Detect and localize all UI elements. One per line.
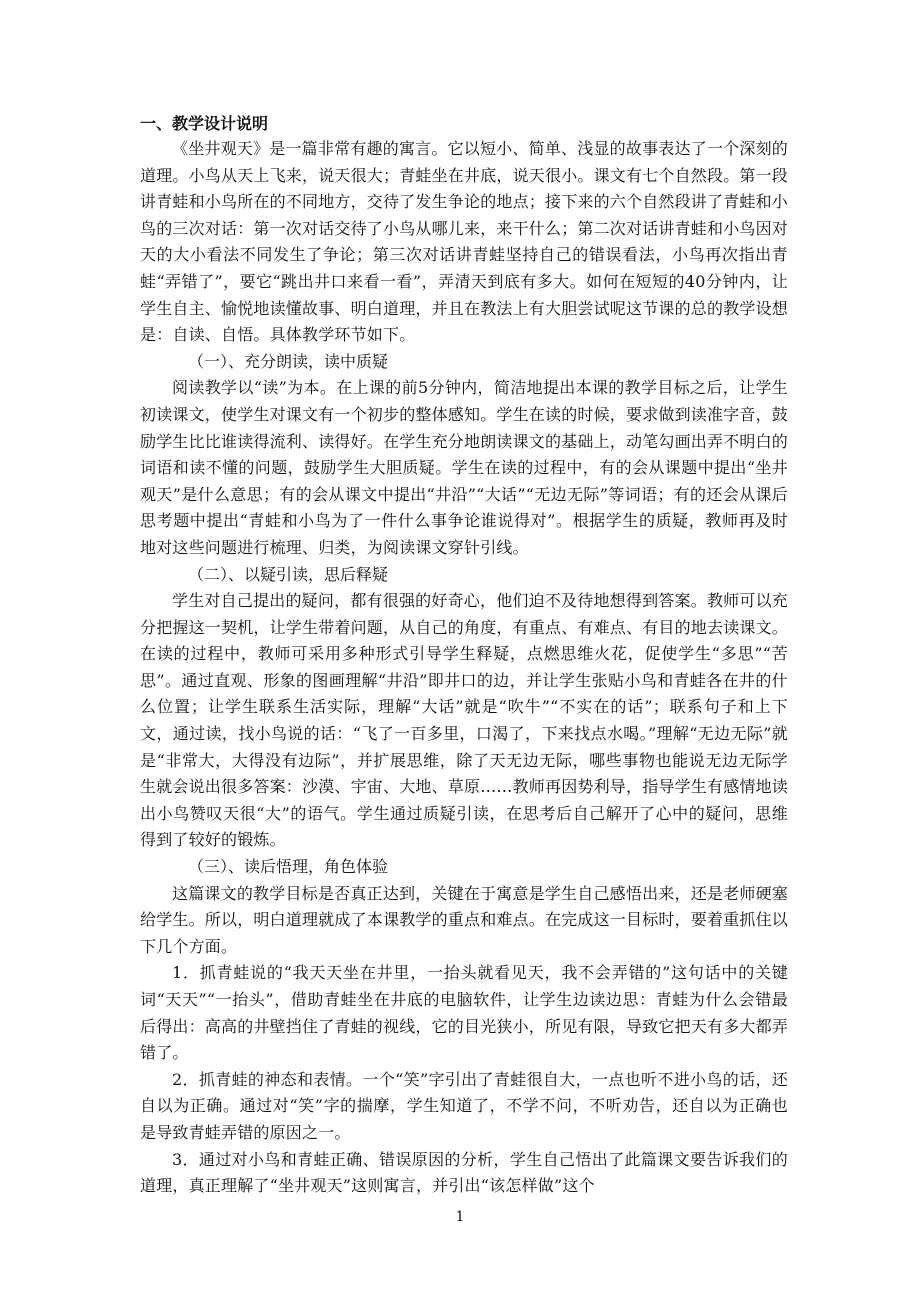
subsection-title-1: （一）、充分朗读，读中质疑 bbox=[188, 351, 389, 371]
subsection-title-2: （二）、以疑引读，思后释疑 bbox=[188, 564, 389, 584]
list-item-3: 3．通过对小鸟和青蛙正确、错误原因的分析，学生自己悟出了此篇课文要告诉我们的道理，真正理解了“坐井观天”这则寓言，并引出“该怎样做”这个 bbox=[140, 1149, 788, 1196]
page-number: 1 bbox=[455, 1209, 465, 1225]
paragraph-questioning: 学生对自己提出的疑问，都有很强的好奇心，他们迫不及待地想得到答案。教师可以充分把握这一契机，让学生带着问题，从自己的角度，有重点、有难点、有目的地去读课文。在读的过程中，教师可采用多种形式引导学生释疑，点燃思维火花，促使学生“多思”“苦思”。通过直观、形象的图画理解“井沿”即井口的边，并让学生张贴小鸟和青蛙各在井的什么位置；让学生联系生活实际，理解“大话”就是“吹牛”“不实在的话”；联系句子和上下文，通过读，找小鸟说的话：“飞了一百多里，口渴了，下来找点水喝。”理解“无边无际”就是“非常大，大得没有边际”，并扩展思维，除了天无边无际，哪些事物也能说无边无际学生就会说出很多答案：沙漠、宇宙、大地、草原……教师再因势利导，指导学生有感情地读出小鸟赞叹天很“大”的语气。学生通过质疑引读，在思考后自己解开了心中的疑问，思维得到了较好的锻炼。 bbox=[140, 591, 789, 850]
list-item-1: 1．抓青蛙说的“我天天坐在井里，一抬头就看见天，我不会弄错的”这句话中的关键词“天天”“一抬头”，借助青蛙坐在井底的电脑软件，让学生边读边思：青蛙为什么会错最后得出：高高的井壁挡住了青蛙的视线，它的目光狭小，所见有限，导致它把天有多大都弄错了。 bbox=[140, 963, 789, 1063]
subsection-title-3: （三）、读后悟理，角色体验 bbox=[188, 857, 389, 877]
document-body bbox=[140, 112, 788, 1200]
list-item-2: 2．抓青蛙的神态和表情。一个“笑”字引出了青蛙很自大，一点也听不进小鸟的话，还自以为正确。通过对“笑”字的揣摩，学生知道了，不学不问，不听劝告，还自以为正确也是导致青蛙弄错的原因之一。 bbox=[140, 1069, 788, 1142]
section-heading: 一、教学设计说明 bbox=[140, 114, 269, 133]
intro-paragraph: 《坐井观天》是一篇非常有趣的寓言。它以短小、简单、浅显的故事表达了一个深刻的道理。小鸟从天上飞来，说天很大；青蛙坐在井底，说天很小。课文有七个自然段。第一段讲青蛙和小鸟所在的不同地方，交待了发生争论的地点；接下来的六个自然段讲了青蛙和小鸟的三次对话：第一次对话交待了小鸟从哪儿来，来干什么；第二次对话讲青蛙和小鸟因对天的大小看法不同发生了争论；第三次对话讲青蛙坚持自己的错误看法，小鸟再次指出青蛙“弄错了”，要它“跳出井口来看一看”，弄清天到底有多大。如何在短短的40分钟内，让学生自主、愉悦地读懂故事、明白道理，并且在教法上有大胆尝试呢这节课的总的教学设想是：自读、自悟。具体教学环节如下。 bbox=[140, 139, 789, 345]
paragraph-goals: 这篇课文的教学目标是否真正达到，关键在于寓意是学生自己感悟出来，还是老师硬塞给学生。所以，明白道理就成了本课教学的重点和难点。在完成这一目标时，要着重抓住以下几个方面。 bbox=[140, 883, 789, 956]
paragraph-reading: 阅读教学以“读”为本。在上课的前5分钟内，简洁地提出本课的教学目标之后，让学生初读课文，使学生对课文有一个初步的整体感知。学生在读的时候，要求做到读准字音，鼓励学生比比谁读得流利、读得好。在学生充分地朗读课文的基础上，动笔勾画出弄不明白的词语和读不懂的问题，鼓励学生大胆质疑。学生在读的过程中，有的会从课题中提出“坐井观天”是什么意思；有的会从课文中提出“井沿”“大话”“无边无际”等词语；有的还会从课后思考题中提出“青蛙和小鸟为了一件什么事争论谁说得对”。根据学生的质疑，教师再及时地对这些问题进行梳理、归类，为阅读课文穿针引线。 bbox=[140, 378, 789, 557]
